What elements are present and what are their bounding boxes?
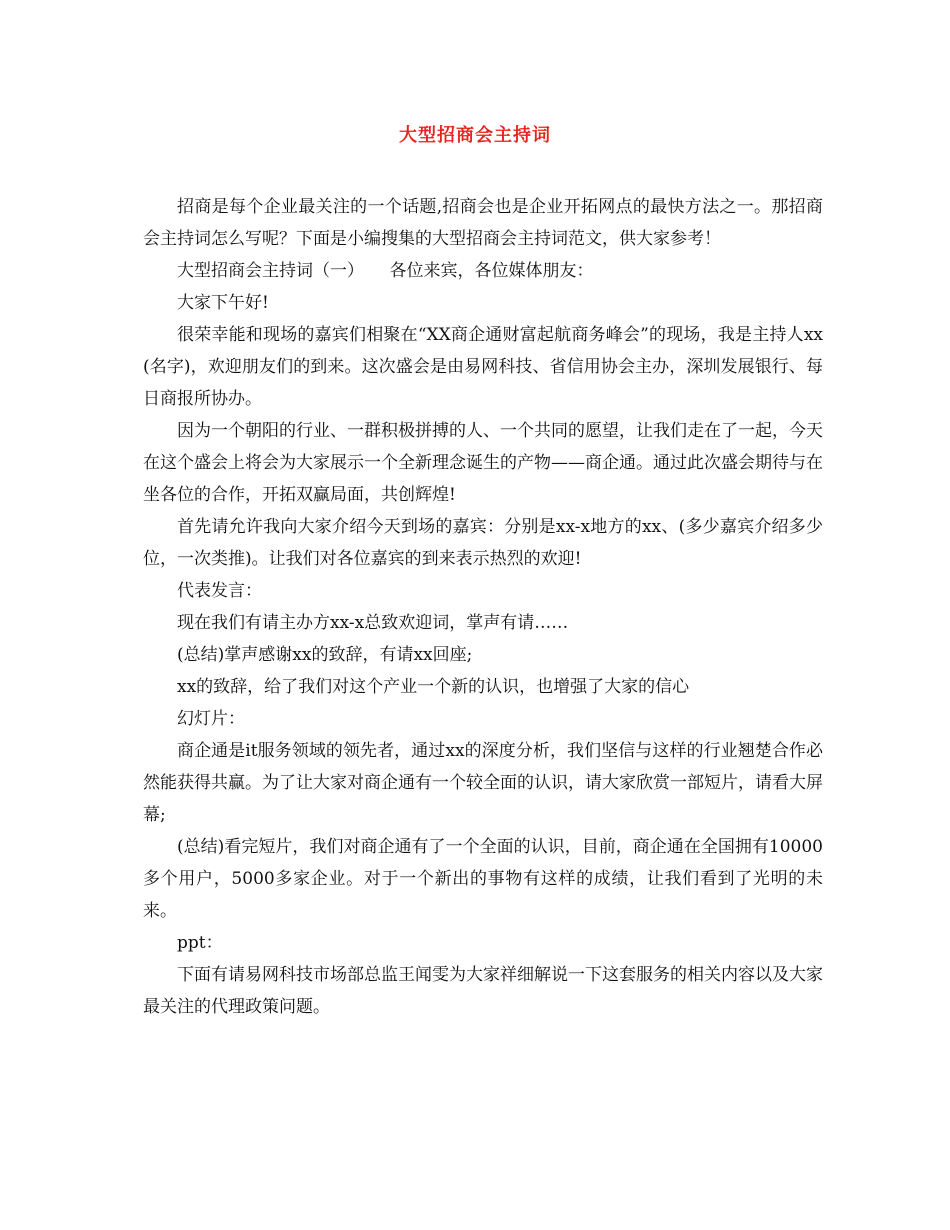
- paragraph-host-invite: 现在我们有请主办方xx-x总致欢迎词，掌声有请……: [177, 613, 569, 633]
- paragraph-welcome: 很荣幸能和现场的嘉宾们相聚在“XX商企通财富起航商务峰会”的现场，我是主持人xx(名字)，欢迎朋友们的到来。这次盛会是由易网科技、省信用协会主办，深圳发展银行、每日商报所协办。: [143, 325, 823, 409]
- paragraph-summary-thanks: (总结)掌声感谢xx的致辞，有请xx回座;: [177, 645, 473, 665]
- paragraph-speech-reflection: xx的致辞，给了我们对这个产业一个新的认识，也增强了大家的信心: [177, 677, 690, 697]
- paragraph-representative-speech: 代表发言：: [177, 581, 262, 601]
- paragraph-ppt-intro: 下面有请易网科技市场部总监王闻雯为大家祥细解说一下这套服务的相关内容以及大家最关注的代理政策问题。: [143, 965, 823, 1017]
- paragraph-guests: 首先请允许我向大家介绍今天到场的嘉宾：分别是xx-x地方的xx、(多少嘉宾介绍多少位，一次类推)。让我们对各位嘉宾的到来表示热烈的欢迎!: [143, 517, 823, 569]
- paragraph-intro: 招商是每个企业最关注的一个话题,招商会也是企业开拓网点的最快方法之一。那招商会主持词怎么写呢？下面是小编搜集的大型招商会主持词范文，供大家参考！: [143, 197, 823, 249]
- document-title: 大型招商会主持词: [399, 125, 551, 146]
- paragraph-slides-summary: (总结)看完短片，我们对商企通有了一个全面的认识，目前，商企通在全国拥有10000多个用户，5000多家企业。对于一个新出的事物有这样的成绩，让我们看到了光明的未来。: [143, 837, 823, 921]
- document-body: [143, 191, 823, 1023]
- paragraph-slides-heading: 幻灯片：: [177, 709, 245, 729]
- paragraph-section-heading: 大型招商会主持词（一） 各位来宾，各位媒体朋友：: [177, 261, 594, 281]
- paragraph-slides-intro: 商企通是it服务领域的领先者，通过xx的深度分析，我们坚信与这样的行业翘楚合作必然能获得共赢。为了让大家对商企通有一个较全面的认识，请大家欣赏一部短片，请看大屏幕;: [143, 741, 823, 825]
- paragraph-greeting: 大家下午好!: [177, 293, 269, 313]
- paragraph-purpose: 因为一个朝阳的行业、一群积极拼搏的人、一个共同的愿望，让我们走在了一起，今天在这个盛会上将会为大家展示一个全新理念诞生的产物——商企通。通过此次盛会期待与在坐各位的合作，开拓双赢局面，共创辉煌!: [143, 421, 823, 505]
- paragraph-ppt-heading: ppt：: [177, 933, 223, 953]
